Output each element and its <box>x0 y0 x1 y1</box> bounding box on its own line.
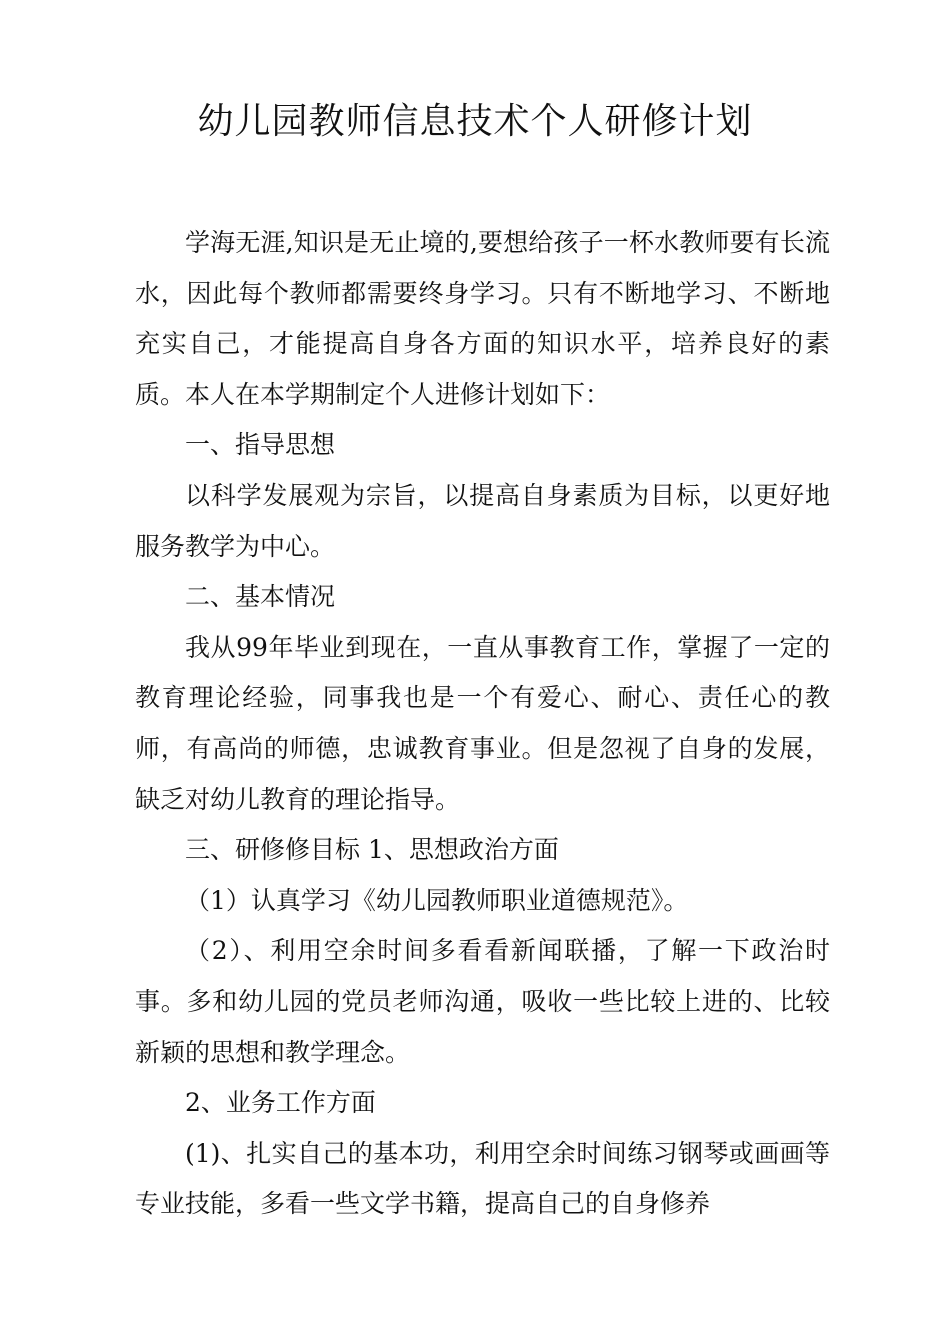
goal-item-2: （2）、利用空余时间多看看新闻联播，了解一下政治时事。多和幼儿园的党员老师沟通，吸收一些比较上进的、比较新颖的思想和教学理念。 <box>135 936 830 1067</box>
document-body <box>135 218 830 1230</box>
section-heading-training-goals: 三、研修修目标 1、思想政治方面 <box>185 835 559 865</box>
intro-paragraph: 学海无涯,知识是无止境的,要想给孩子一杯水教师要有长流水，因此每个教师都需要终身学习。只有不断地学习、不断地充实自己，才能提高自身各方面的知识水平，培养良好的素质。本人在本学期制定个人进修计划如下： <box>135 228 830 409</box>
subsection-heading-professional-work: 2、业务工作方面 <box>185 1088 376 1118</box>
guiding-ideology-paragraph: 以科学发展观为宗旨，以提高自身素质为目标，以更好地服务教学为中心。 <box>135 480 830 561</box>
professional-item-1: (1)、扎实自己的基本功，利用空余时间练习钢琴或画画等专业技能，多看一些文学书籍，提高自己的自身修养 <box>135 1138 830 1219</box>
section-heading-basic-situation: 二、基本情况 <box>185 582 336 612</box>
section-heading-guiding-ideology: 一、指导思想 <box>185 430 336 460</box>
goal-item-1: （1）认真学习《幼儿园教师职业道德规范》。 <box>185 885 689 915</box>
basic-situation-paragraph: 我从99年毕业到现在，一直从事教育工作，掌握了一定的教育理论经验，同事我也是一个有爱心、耐心、责任心的教师，有高尚的师德，忠诚教育事业。但是忽视了自身的发展，缺乏对幼儿教育的理论指导。 <box>135 632 830 814</box>
document-title: 幼儿园教师信息技术个人研修计划 <box>197 101 753 142</box>
